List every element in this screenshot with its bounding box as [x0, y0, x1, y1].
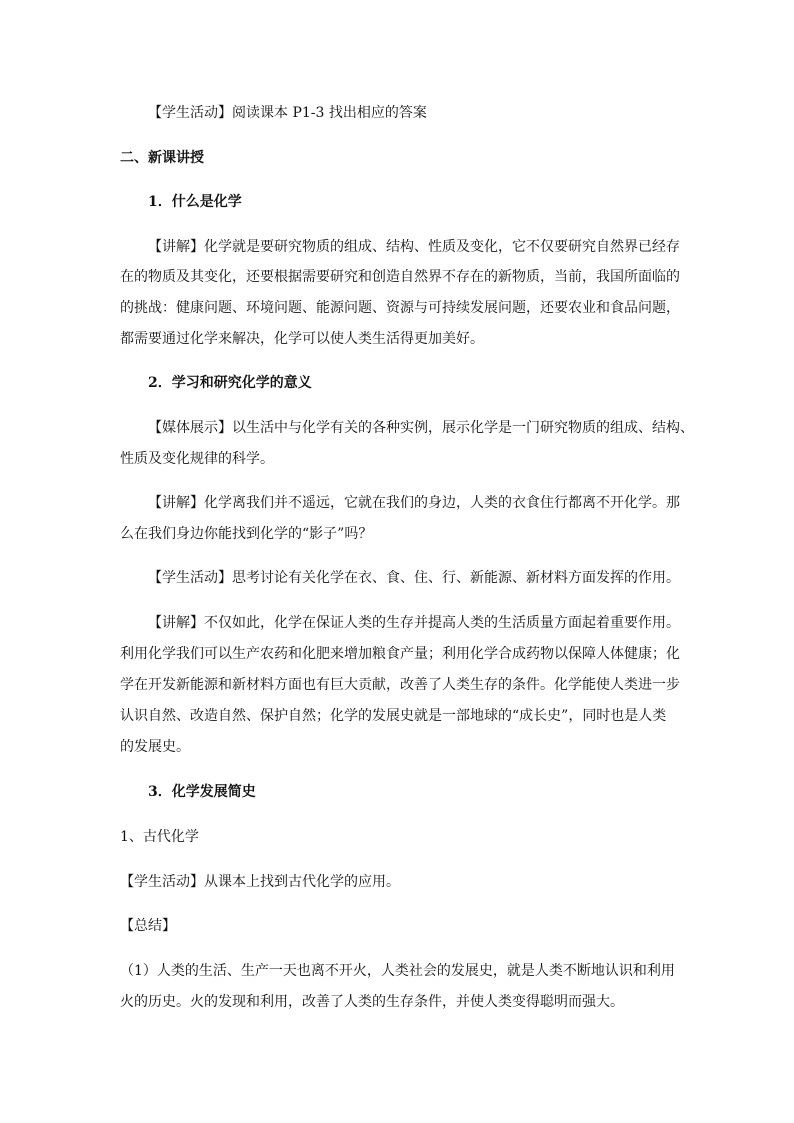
explanation-paragraph-2-line-1: 【讲解】化学离我们并不遥远，它就在我们的身边，人类的衣食住行都离不开化学。那: [148, 495, 680, 511]
explanation-paragraph-3-line-3: 学在开发新能源和新材料方面也有巨大贡献，改善了人类生存的条件。化学能使人类进一步: [120, 677, 680, 693]
subheading-what-is-chemistry: 1．什么是化学: [148, 194, 242, 210]
media-display-paragraph-line-1: 【媒体展示】以生活中与化学有关的各种实例，展示化学是一门研究物质的组成、结构、: [148, 420, 694, 436]
section-heading-new-lesson: 二、新课讲授: [120, 150, 204, 166]
subheading-history: 3．化学发展简史: [148, 784, 256, 800]
student-activity-paragraph-2: 【学生活动】思考讨论有关化学在衣、食、住、行、新能源、新材料方面发挥的作用。: [148, 570, 680, 586]
explanation-paragraph-1-line-4: 都需要通过化学来解决，化学可以使人类生活得更加美好。: [120, 331, 484, 347]
student-activity-paragraph-1: 【学生活动】阅读课本 P1-3 找出相应的答案: [148, 105, 427, 121]
explanation-paragraph-1-line-1: 【讲解】化学就是要研究物质的组成、结构、性质及变化，它不仅要研究自然界已经存: [148, 239, 680, 255]
summary-paragraph-line-1: （1）人类的生活、生产一天也离不开火，人类社会的发展史，就是人类不断地认识和利用: [120, 963, 675, 979]
summary-paragraph-line-2: 火的历史。火的发现和利用，改善了人类的生存条件，并使人类变得聪明而强大。: [120, 994, 624, 1010]
ancient-chemistry-heading: 1、古代化学: [120, 829, 199, 845]
explanation-paragraph-3-line-5: 的发展史。: [120, 739, 190, 755]
student-activity-paragraph-3: 【学生活动】从课本上找到古代化学的应用。: [120, 874, 400, 890]
explanation-paragraph-3-line-4: 认识自然、改造自然、保护自然；化学的发展史就是一部地球的“成长史”，同时也是人类: [120, 708, 667, 724]
explanation-paragraph-3-line-2: 利用化学我们可以生产农药和化肥来增加粮食产量；利用化学合成药物以保障人体健康；化: [120, 646, 680, 662]
explanation-paragraph-1-line-3: 的挑战：健康问题、环境问题、能源问题、资源与可持续发展问题，还要农业和食品问题，: [120, 300, 680, 316]
media-display-paragraph-line-2: 性质及变化规律的科学。: [120, 451, 274, 467]
explanation-paragraph-2-line-2: 么在我们身边你能找到化学的“影子”吗？: [120, 526, 373, 542]
explanation-paragraph-3-line-1: 【讲解】不仅如此，化学在保证人类的生存并提高人类的生活质量方面起着重要作用。: [148, 615, 680, 631]
summary-label: 【总结】: [120, 918, 176, 934]
explanation-paragraph-1-line-2: 在的物质及其变化，还要根据需要研究和创造自然界不存在的新物质，当前，我国所面临的: [120, 269, 680, 285]
subheading-significance: 2．学习和研究化学的意义: [148, 375, 312, 391]
